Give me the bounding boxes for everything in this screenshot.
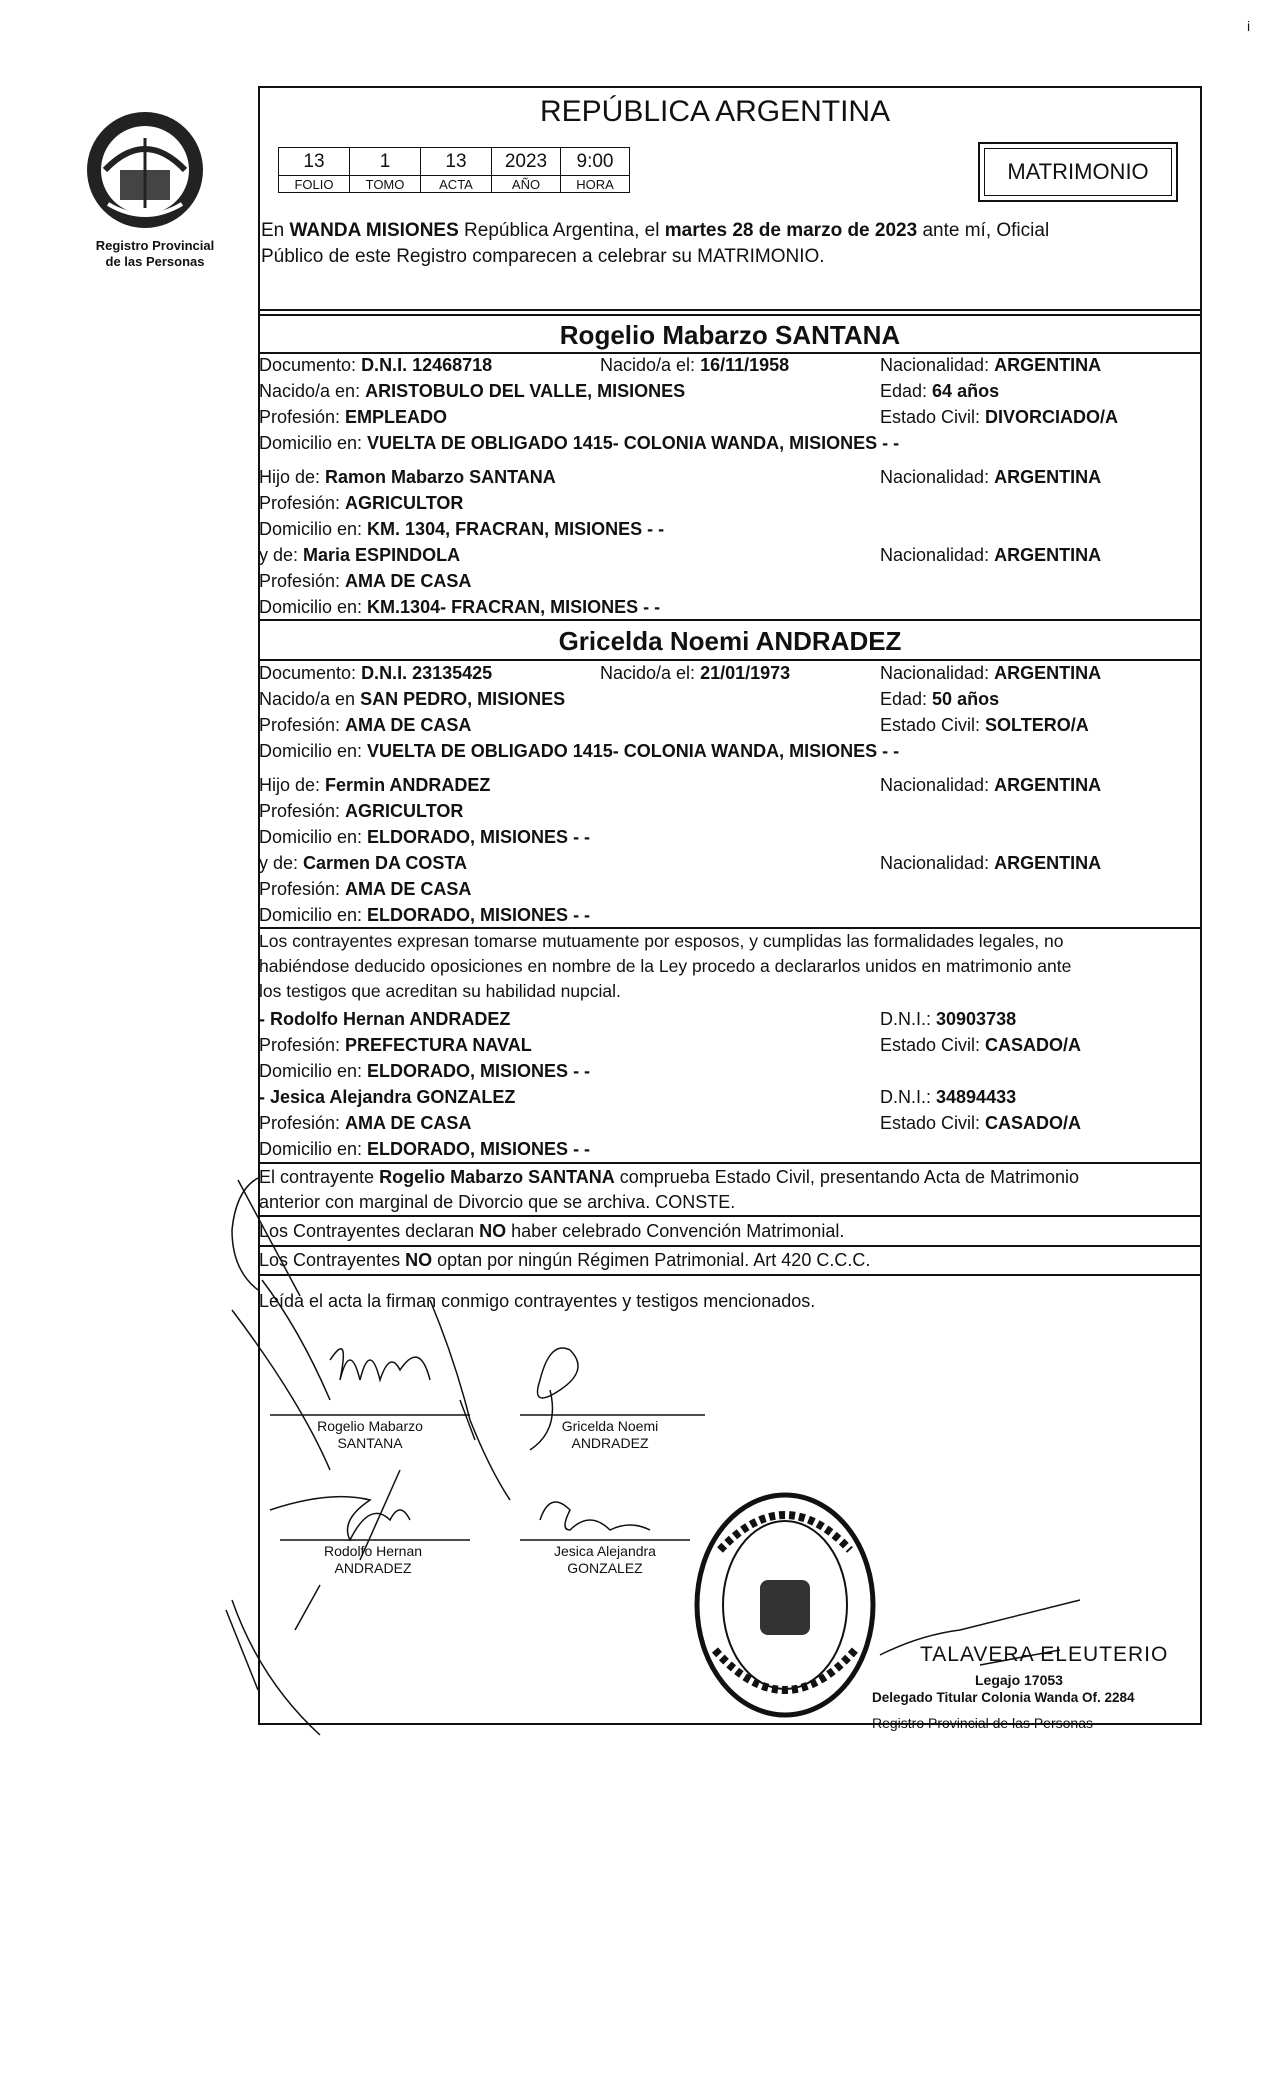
party2-name: Gricelda Noemi ANDRADEZ [558, 626, 902, 656]
line1: Jesica Alejandra [554, 1543, 656, 1559]
label: Nacionalidad: [880, 467, 995, 487]
value: AGRICULTOR [345, 801, 464, 821]
declaration-line1: Los contrayentes expresan tomarse mutuamente por esposos, y cumplidas las formalidades legales, no [259, 931, 1064, 951]
value: SAN PEDRO, MISIONES [360, 689, 566, 709]
label: Documento: [259, 663, 362, 683]
value: AMA DE CASA [345, 571, 472, 591]
label: Profesión: [259, 715, 346, 735]
line2: GONZALEZ [567, 1560, 643, 1576]
value: 64 años [932, 381, 1000, 401]
label: Estado Civil: [880, 1035, 986, 1055]
intro-text-a: En [261, 220, 290, 241]
label: Profesión: [259, 1113, 346, 1133]
corner-mark: i [1247, 18, 1251, 34]
emphasis: NO [479, 1221, 507, 1241]
line1: Gricelda Noemi [561, 1418, 659, 1434]
label: Profesión: [259, 879, 346, 899]
text: Los Contrayentes [259, 1250, 406, 1270]
text: El contrayente [259, 1167, 380, 1187]
label: Domicilio en: [259, 827, 368, 847]
line2: SANTANA [337, 1435, 403, 1451]
label: D.N.I.: [880, 1009, 937, 1029]
label: D.N.I.: [880, 1087, 937, 1107]
official-organization: Registro Provincial de las Personas [872, 1715, 1093, 1731]
value: PREFECTURA NAVAL [345, 1035, 532, 1055]
value: ARGENTINA [994, 853, 1102, 873]
witness1-name: - Rodolfo Hernan ANDRADEZ [259, 1009, 511, 1029]
hora-value: 9:00 [561, 148, 630, 176]
signature-caption-witness1 [318, 1543, 428, 1577]
logo-caption-line2: de las Personas [105, 254, 205, 269]
label: Profesión: [259, 571, 346, 591]
official-name: TALAVERA ELEUTERIO [920, 1643, 1169, 1666]
signature-caption-groom [310, 1418, 430, 1452]
label: Nacionalidad: [880, 355, 995, 375]
label: Estado Civil: [880, 1113, 986, 1133]
value: ELDORADO, MISIONES - - [367, 905, 591, 925]
text: comprueba Estado Civil, presentando Acta de Matrimonio [614, 1167, 1079, 1187]
value: ARISTOBULO DEL VALLE, MISIONES [365, 381, 686, 401]
acta-caption: ACTA [421, 176, 492, 193]
value: Fermin ANDRADEZ [325, 775, 491, 795]
text: Los Contrayentes declaran [259, 1221, 480, 1241]
declaration-line3: los testigos que acreditan su habilidad nupcial. [259, 981, 621, 1001]
value: 21/01/1973 [700, 663, 791, 683]
label: Nacionalidad: [880, 545, 995, 565]
label: Edad: [880, 689, 933, 709]
country-title: REPÚBLICA ARGENTINA [540, 95, 891, 128]
emphasis: NO [405, 1250, 433, 1270]
intro-place: WANDA MISIONES [289, 220, 459, 241]
value: CASADO/A [985, 1035, 1082, 1055]
value: KM.1304- FRACRAN, MISIONES - - [367, 597, 661, 617]
line1: Rogelio Mabarzo [317, 1418, 423, 1434]
label: Nacionalidad: [880, 775, 995, 795]
value: AMA DE CASA [345, 879, 472, 899]
label: Domicilio en: [259, 1061, 368, 1081]
label: Domicilio en: [259, 741, 368, 761]
label: Domicilio en: [259, 433, 368, 453]
anio-value: 2023 [492, 148, 561, 176]
acta-value: 13 [421, 148, 492, 176]
label: Domicilio en: [259, 519, 368, 539]
value: EMPLEADO [345, 407, 448, 427]
label: Profesión: [259, 407, 346, 427]
value: Carmen DA COSTA [303, 853, 468, 873]
label: Documento: [259, 355, 362, 375]
line2: ANDRADEZ [571, 1435, 649, 1451]
anio-caption: AÑO [492, 176, 561, 193]
label: Hijo de: [259, 775, 326, 795]
label: Edad: [880, 381, 933, 401]
text: optan por ningún Régimen Patrimonial. Art 420 C.C.C. [432, 1250, 871, 1270]
value: D.N.I. 23135425 [361, 663, 493, 683]
folio-value: 13 [279, 148, 350, 176]
intro-text-c: ante mí, Oficial [917, 220, 1050, 241]
value: AMA DE CASA [345, 1113, 472, 1133]
folio-caption: FOLIO [279, 176, 350, 193]
value: AGRICULTOR [345, 493, 464, 513]
round-stamp-icon [690, 1490, 880, 1720]
tomo-caption: TOMO [350, 176, 421, 193]
value: ARGENTINA [994, 775, 1102, 795]
value: ARGENTINA [994, 545, 1102, 565]
signature-caption-bride [555, 1418, 665, 1452]
note-reading: Leída el acta la firman conmigo contrayentes y testigos mencionados. [259, 1291, 816, 1311]
act-type-label: MATRIMONIO [984, 148, 1172, 196]
party1-name: Rogelio Mabarzo SANTANA [559, 320, 901, 350]
label: y de: [259, 853, 304, 873]
line1: Rodolfo Hernan [323, 1543, 423, 1559]
value: ARGENTINA [994, 355, 1102, 375]
value: 16/11/1958 [700, 355, 790, 375]
value: VUELTA DE OBLIGADO 1415- COLONIA WANDA, MISIONES - - [367, 433, 900, 453]
label: Hijo de: [259, 467, 326, 487]
hora-caption: HORA [561, 176, 630, 193]
label: Nacido/a el: [600, 355, 701, 375]
label: Nacionalidad: [880, 663, 995, 683]
intro-date: martes 28 de marzo de 2023 [664, 220, 918, 241]
value: VUELTA DE OBLIGADO 1415- COLONIA WANDA, MISIONES - - [367, 741, 900, 761]
intro-text-b: República Argentina, el [458, 220, 665, 241]
value: CASADO/A [985, 1113, 1082, 1133]
label: Nacido/a en: [259, 381, 366, 401]
label: Nacionalidad: [880, 853, 995, 873]
note-civil-status-line2: anterior con marginal de Divorcio que se archiva. CONSTE. [259, 1192, 736, 1212]
value: Maria ESPINDOLA [303, 545, 461, 565]
value: AMA DE CASA [345, 715, 472, 735]
label: Profesión: [259, 1035, 346, 1055]
value: Ramon Mabarzo SANTANA [325, 467, 556, 487]
value: 30903738 [936, 1009, 1017, 1029]
label: Nacido/a en [259, 689, 361, 709]
intro-line2: Público de este Registro comparecen a celebrar su MATRIMONIO. [261, 246, 825, 267]
line2: ANDRADEZ [334, 1560, 412, 1576]
value: D.N.I. 12468718 [361, 355, 493, 375]
label: y de: [259, 545, 304, 565]
label: Domicilio en: [259, 905, 368, 925]
value: KM. 1304, FRACRAN, MISIONES - - [367, 519, 665, 539]
label: Domicilio en: [259, 1139, 368, 1159]
text: haber celebrado Convención Matrimonial. [506, 1221, 845, 1241]
witness2-name: - Jesica Alejandra GONZALEZ [259, 1087, 516, 1107]
value: ELDORADO, MISIONES - - [367, 1061, 591, 1081]
value: SOLTERO/A [985, 715, 1089, 735]
declaration-line2: habiéndose deducido oposiciones en nombre de la Ley procedo a declararlos unidos en matrimonio ante [259, 956, 1072, 976]
value: 34894433 [936, 1087, 1017, 1107]
value: 50 años [932, 689, 1000, 709]
label: Estado Civil: [880, 407, 986, 427]
label: Estado Civil: [880, 715, 986, 735]
value: ELDORADO, MISIONES - - [367, 827, 591, 847]
value: ELDORADO, MISIONES - - [367, 1139, 591, 1159]
label: Domicilio en: [259, 597, 368, 617]
official-legajo: Legajo 17053 [975, 1672, 1063, 1688]
label: Profesión: [259, 493, 346, 513]
tomo-value: 1 [350, 148, 421, 176]
logo-caption-line1: Registro Provincial [95, 238, 215, 253]
label: Profesión: [259, 801, 346, 821]
value: ARGENTINA [994, 467, 1102, 487]
official-title: Delegado Titular Colonia Wanda Of. 2284 [872, 1690, 1135, 1705]
label: Nacido/a el: [600, 663, 701, 683]
value: ARGENTINA [994, 663, 1102, 683]
value: DIVORCIADO/A [985, 407, 1119, 427]
signature-caption-witness2 [540, 1543, 670, 1577]
name: Rogelio Mabarzo SANTANA [379, 1167, 615, 1187]
